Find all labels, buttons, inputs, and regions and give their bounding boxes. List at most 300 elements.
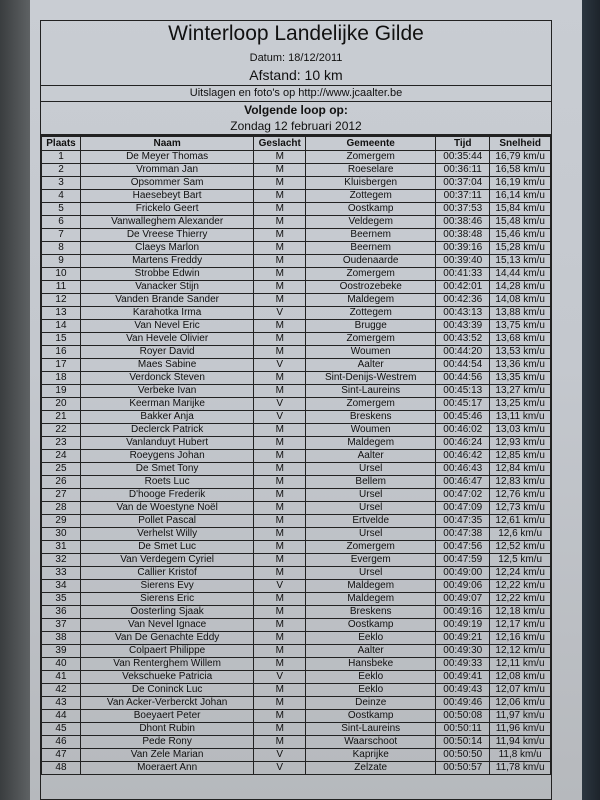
cell-plaats: 48 (42, 762, 81, 775)
cell-snelheid: 12,84 km/u (490, 463, 551, 476)
table-row (42, 229, 551, 242)
table-row (42, 645, 551, 658)
table-row (42, 580, 551, 593)
cell-naam: Dhont Rubin (80, 723, 253, 736)
cell-tijd: 00:39:16 (436, 242, 490, 255)
cell-naam: Vekschueke Patricia (80, 671, 253, 684)
cell-gemeente: Deinze (306, 697, 436, 710)
cell-plaats: 41 (42, 671, 81, 684)
cell-tijd: 00:47:56 (436, 541, 490, 554)
cell-naam: Callier Kristof (80, 567, 253, 580)
cell-geslacht: M (254, 190, 306, 203)
table-row (42, 242, 551, 255)
cell-naam: Royer David (80, 346, 253, 359)
cell-geslacht: M (254, 567, 306, 580)
cell-geslacht: M (254, 463, 306, 476)
cell-tijd: 00:35:44 (436, 151, 490, 164)
cell-gemeente: Ursel (306, 489, 436, 502)
cell-snelheid: 12,85 km/u (490, 450, 551, 463)
race-distance: Afstand: 10 km (41, 66, 551, 86)
cell-plaats: 17 (42, 359, 81, 372)
cell-tijd: 00:50:08 (436, 710, 490, 723)
cell-snelheid: 13,27 km/u (490, 385, 551, 398)
cell-geslacht: V (254, 671, 306, 684)
results-document (40, 20, 552, 800)
cell-plaats: 26 (42, 476, 81, 489)
cell-gemeente: Sint-Denijs-Westrem (306, 372, 436, 385)
cell-plaats: 44 (42, 710, 81, 723)
cell-snelheid: 12,08 km/u (490, 671, 551, 684)
cell-gemeente: Maldegem (306, 294, 436, 307)
cell-geslacht: M (254, 645, 306, 658)
table-row (42, 307, 551, 320)
cell-plaats: 10 (42, 268, 81, 281)
cell-gemeente: Woumen (306, 346, 436, 359)
table-row (42, 593, 551, 606)
cell-gemeente: Oostrozebeke (306, 281, 436, 294)
cell-naam: Vanwalleghem Alexander (80, 216, 253, 229)
cell-plaats: 5 (42, 203, 81, 216)
cell-naam: Vromman Jan (80, 164, 253, 177)
table-row (42, 385, 551, 398)
cell-naam: Verbeke Ivan (80, 385, 253, 398)
cell-tijd: 00:49:21 (436, 632, 490, 645)
cell-naam: Strobbe Edwin (80, 268, 253, 281)
table-row (42, 437, 551, 450)
cell-naam: Haesebeyt Bart (80, 190, 253, 203)
cell-geslacht: M (254, 476, 306, 489)
table-row (42, 723, 551, 736)
cell-snelheid: 12,93 km/u (490, 437, 551, 450)
cell-naam: Van Acker-Verberckt Johan (80, 697, 253, 710)
cell-tijd: 00:43:52 (436, 333, 490, 346)
cell-naam: Van Hevele Olivier (80, 333, 253, 346)
cell-plaats: 12 (42, 294, 81, 307)
cell-naam: Sierens Evy (80, 580, 253, 593)
table-row (42, 398, 551, 411)
cell-gemeente: Beernem (306, 229, 436, 242)
cell-naam: Martens Freddy (80, 255, 253, 268)
cell-gemeente: Zomergem (306, 541, 436, 554)
cell-geslacht: M (254, 710, 306, 723)
cell-snelheid: 13,03 km/u (490, 424, 551, 437)
table-row (42, 476, 551, 489)
cell-gemeente: Aalter (306, 359, 436, 372)
table-row (42, 684, 551, 697)
cell-snelheid: 12,52 km/u (490, 541, 551, 554)
cell-geslacht: M (254, 203, 306, 216)
table-row (42, 567, 551, 580)
cell-tijd: 00:42:36 (436, 294, 490, 307)
table-header-row (42, 137, 551, 151)
cell-snelheid: 15,13 km/u (490, 255, 551, 268)
cell-gemeente: Oostkamp (306, 203, 436, 216)
cell-naam: Pede Rony (80, 736, 253, 749)
cell-snelheid: 13,88 km/u (490, 307, 551, 320)
cell-naam: Pollet Pascal (80, 515, 253, 528)
cell-snelheid: 11,97 km/u (490, 710, 551, 723)
cell-naam: De Smet Tony (80, 463, 253, 476)
cell-gemeente: Oudenaarde (306, 255, 436, 268)
cell-tijd: 00:45:17 (436, 398, 490, 411)
column-header-snelheid: Snelheid (490, 137, 551, 151)
cell-naam: Boeyaert Peter (80, 710, 253, 723)
cell-tijd: 00:45:13 (436, 385, 490, 398)
cell-geslacht: V (254, 411, 306, 424)
cell-gemeente: Breskens (306, 606, 436, 619)
cell-snelheid: 13,75 km/u (490, 320, 551, 333)
cell-geslacht: M (254, 281, 306, 294)
cell-tijd: 00:49:16 (436, 606, 490, 619)
cell-gemeente: Oostkamp (306, 710, 436, 723)
cell-geslacht: M (254, 242, 306, 255)
cell-geslacht: M (254, 151, 306, 164)
cell-gemeente: Zomergem (306, 333, 436, 346)
cell-snelheid: 13,25 km/u (490, 398, 551, 411)
cell-gemeente: Aalter (306, 450, 436, 463)
table-row (42, 372, 551, 385)
cell-tijd: 00:49:06 (436, 580, 490, 593)
cell-tijd: 00:50:50 (436, 749, 490, 762)
cell-gemeente: Breskens (306, 411, 436, 424)
cell-plaats: 33 (42, 567, 81, 580)
cell-naam: Van Nevel Eric (80, 320, 253, 333)
cell-snelheid: 13,35 km/u (490, 372, 551, 385)
cell-naam: Van de Woestyne Noël (80, 502, 253, 515)
cell-tijd: 00:50:14 (436, 736, 490, 749)
cell-geslacht: M (254, 684, 306, 697)
table-row (42, 294, 551, 307)
cell-gemeente: Zelzate (306, 762, 436, 775)
cell-geslacht: M (254, 736, 306, 749)
cell-snelheid: 12,6 km/u (490, 528, 551, 541)
cell-gemeente: Eeklo (306, 632, 436, 645)
cell-snelheid: 16,58 km/u (490, 164, 551, 177)
table-row (42, 463, 551, 476)
cell-tijd: 00:41:33 (436, 268, 490, 281)
cell-plaats: 40 (42, 658, 81, 671)
cell-gemeente: Zomergem (306, 151, 436, 164)
cell-plaats: 8 (42, 242, 81, 255)
cell-geslacht: M (254, 437, 306, 450)
cell-snelheid: 16,79 km/u (490, 151, 551, 164)
cell-naam: Van Verdegem Cyriel (80, 554, 253, 567)
cell-plaats: 14 (42, 320, 81, 333)
cell-gemeente: Ursel (306, 463, 436, 476)
cell-plaats: 23 (42, 437, 81, 450)
cell-plaats: 24 (42, 450, 81, 463)
cell-gemeente: Woumen (306, 424, 436, 437)
cell-plaats: 47 (42, 749, 81, 762)
cell-gemeente: Maldegem (306, 580, 436, 593)
cell-geslacht: V (254, 307, 306, 320)
cell-snelheid: 15,28 km/u (490, 242, 551, 255)
cell-snelheid: 12,22 km/u (490, 593, 551, 606)
cell-plaats: 11 (42, 281, 81, 294)
table-row (42, 411, 551, 424)
cell-tijd: 00:49:43 (436, 684, 490, 697)
cell-gemeente: Maldegem (306, 437, 436, 450)
table-row (42, 346, 551, 359)
table-row (42, 281, 551, 294)
cell-snelheid: 14,28 km/u (490, 281, 551, 294)
cell-snelheid: 12,83 km/u (490, 476, 551, 489)
cell-gemeente: Zomergem (306, 268, 436, 281)
cell-gemeente: Kaprijke (306, 749, 436, 762)
cell-geslacht: V (254, 749, 306, 762)
cell-plaats: 6 (42, 216, 81, 229)
cell-plaats: 37 (42, 619, 81, 632)
cell-gemeente: Ursel (306, 567, 436, 580)
cell-geslacht: M (254, 697, 306, 710)
cell-geslacht: V (254, 398, 306, 411)
cell-geslacht: M (254, 320, 306, 333)
cell-snelheid: 13,68 km/u (490, 333, 551, 346)
table-row (42, 710, 551, 723)
cell-tijd: 00:46:43 (436, 463, 490, 476)
cell-plaats: 21 (42, 411, 81, 424)
cell-plaats: 29 (42, 515, 81, 528)
document-header (41, 21, 551, 136)
cell-gemeente: Eeklo (306, 684, 436, 697)
cell-snelheid: 13,53 km/u (490, 346, 551, 359)
results-link-text: Uitslagen en foto's op http://www.jcaalter.be (41, 86, 551, 102)
cell-naam: Van Nevel Ignace (80, 619, 253, 632)
cell-plaats: 39 (42, 645, 81, 658)
table-row (42, 671, 551, 684)
cell-gemeente: Zottegem (306, 307, 436, 320)
cell-tijd: 00:49:33 (436, 658, 490, 671)
cell-gemeente: Ursel (306, 528, 436, 541)
cell-gemeente: Sint-Laureins (306, 385, 436, 398)
cell-tijd: 00:45:46 (436, 411, 490, 424)
cell-naam: Karahotka Irma (80, 307, 253, 320)
cell-tijd: 00:46:02 (436, 424, 490, 437)
cell-tijd: 00:49:30 (436, 645, 490, 658)
cell-gemeente: Brugge (306, 320, 436, 333)
cell-geslacht: V (254, 580, 306, 593)
cell-geslacht: M (254, 346, 306, 359)
cell-geslacht: M (254, 177, 306, 190)
cell-plaats: 43 (42, 697, 81, 710)
cell-plaats: 46 (42, 736, 81, 749)
cell-tijd: 00:49:07 (436, 593, 490, 606)
cell-plaats: 35 (42, 593, 81, 606)
cell-plaats: 15 (42, 333, 81, 346)
table-row (42, 749, 551, 762)
cell-naam: Sierens Eric (80, 593, 253, 606)
cell-plaats: 4 (42, 190, 81, 203)
cell-plaats: 13 (42, 307, 81, 320)
cell-gemeente: Zomergem (306, 398, 436, 411)
cell-geslacht: V (254, 359, 306, 372)
table-row (42, 333, 551, 346)
race-date: Datum: 18/12/2011 (249, 52, 343, 64)
cell-snelheid: 13,11 km/u (490, 411, 551, 424)
table-row (42, 216, 551, 229)
table-row (42, 268, 551, 281)
cell-snelheid: 12,76 km/u (490, 489, 551, 502)
cell-geslacht: M (254, 268, 306, 281)
cell-gemeente: Evergem (306, 554, 436, 567)
cell-gemeente: Veldegem (306, 216, 436, 229)
cell-plaats: 16 (42, 346, 81, 359)
cell-snelheid: 12,18 km/u (490, 606, 551, 619)
cell-plaats: 19 (42, 385, 81, 398)
results-table (41, 136, 551, 775)
cell-naam: Van De Genachte Eddy (80, 632, 253, 645)
next-race-label: Volgende loop op: (244, 103, 348, 117)
cell-geslacht: M (254, 593, 306, 606)
cell-naam: Opsommer Sam (80, 177, 253, 190)
cell-gemeente: Eeklo (306, 671, 436, 684)
cell-snelheid: 14,08 km/u (490, 294, 551, 307)
cell-naam: Maes Sabine (80, 359, 253, 372)
column-header-tijd: Tijd (436, 137, 490, 151)
cell-snelheid: 12,73 km/u (490, 502, 551, 515)
cell-naam: Bakker Anja (80, 411, 253, 424)
cell-plaats: 28 (42, 502, 81, 515)
cell-geslacht: M (254, 255, 306, 268)
cell-tijd: 00:47:02 (436, 489, 490, 502)
table-row (42, 255, 551, 268)
cell-tijd: 00:36:11 (436, 164, 490, 177)
cell-geslacht: M (254, 619, 306, 632)
cell-gemeente: Maldegem (306, 593, 436, 606)
cell-snelheid: 12,22 km/u (490, 580, 551, 593)
cell-naam: De Meyer Thomas (80, 151, 253, 164)
cell-plaats: 1 (42, 151, 81, 164)
column-header-naam: Naam (80, 137, 253, 151)
cell-tijd: 00:38:46 (436, 216, 490, 229)
cell-snelheid: 12,17 km/u (490, 619, 551, 632)
cell-snelheid: 14,44 km/u (490, 268, 551, 281)
cell-plaats: 45 (42, 723, 81, 736)
results-table-body (42, 151, 551, 775)
cell-snelheid: 15,46 km/u (490, 229, 551, 242)
cell-geslacht: M (254, 385, 306, 398)
cell-plaats: 7 (42, 229, 81, 242)
cell-snelheid: 12,11 km/u (490, 658, 551, 671)
cell-plaats: 9 (42, 255, 81, 268)
cell-tijd: 00:46:24 (436, 437, 490, 450)
cell-gemeente: Hansbeke (306, 658, 436, 671)
cell-snelheid: 12,16 km/u (490, 632, 551, 645)
cell-tijd: 00:43:39 (436, 320, 490, 333)
cell-plaats: 38 (42, 632, 81, 645)
cell-plaats: 31 (42, 541, 81, 554)
cell-tijd: 00:42:01 (436, 281, 490, 294)
cell-naam: De Vreese Thierry (80, 229, 253, 242)
cell-snelheid: 12,61 km/u (490, 515, 551, 528)
cell-naam: Vanacker Stijn (80, 281, 253, 294)
cell-tijd: 00:50:57 (436, 762, 490, 775)
cell-plaats: 30 (42, 528, 81, 541)
cell-tijd: 00:49:19 (436, 619, 490, 632)
cell-naam: D'hooge Frederik (80, 489, 253, 502)
table-row (42, 190, 551, 203)
cell-naam: Declerck Patrick (80, 424, 253, 437)
cell-geslacht: M (254, 216, 306, 229)
table-row (42, 424, 551, 437)
cell-tijd: 00:49:41 (436, 671, 490, 684)
cell-gemeente: Roeselare (306, 164, 436, 177)
table-row (42, 736, 551, 749)
cell-plaats: 18 (42, 372, 81, 385)
table-row (42, 606, 551, 619)
cell-plaats: 3 (42, 177, 81, 190)
cell-gemeente: Waarschoot (306, 736, 436, 749)
cell-snelheid: 11,8 km/u (490, 749, 551, 762)
cell-naam: Verhelst Willy (80, 528, 253, 541)
cell-tijd: 00:37:11 (436, 190, 490, 203)
table-row (42, 554, 551, 567)
cell-plaats: 32 (42, 554, 81, 567)
cell-plaats: 25 (42, 463, 81, 476)
cell-naam: Vanlanduyt Hubert (80, 437, 253, 450)
cell-snelheid: 12,24 km/u (490, 567, 551, 580)
column-header-geslacht: Geslacht (254, 137, 306, 151)
cell-geslacht: M (254, 632, 306, 645)
cell-naam: Moeraert Ann (80, 762, 253, 775)
cell-gemeente: Aalter (306, 645, 436, 658)
cell-tijd: 00:37:53 (436, 203, 490, 216)
cell-geslacht: M (254, 333, 306, 346)
cell-gemeente: Sint-Laureins (306, 723, 436, 736)
cell-snelheid: 11,78 km/u (490, 762, 551, 775)
cell-geslacht: M (254, 658, 306, 671)
cell-plaats: 42 (42, 684, 81, 697)
cell-gemeente: Zottegem (306, 190, 436, 203)
cell-plaats: 36 (42, 606, 81, 619)
cell-tijd: 00:47:09 (436, 502, 490, 515)
cell-tijd: 00:44:56 (436, 372, 490, 385)
cell-naam: Colpaert Philippe (80, 645, 253, 658)
cell-gemeente: Oostkamp (306, 619, 436, 632)
cell-naam: Claeys Marlon (80, 242, 253, 255)
table-row (42, 489, 551, 502)
cell-tijd: 00:49:46 (436, 697, 490, 710)
cell-geslacht: M (254, 489, 306, 502)
cell-geslacht: M (254, 164, 306, 177)
cell-snelheid: 12,12 km/u (490, 645, 551, 658)
cell-tijd: 00:39:40 (436, 255, 490, 268)
cell-gemeente: Bellem (306, 476, 436, 489)
cell-naam: Van Zele Marian (80, 749, 253, 762)
cell-snelheid: 12,07 km/u (490, 684, 551, 697)
cell-snelheid: 16,14 km/u (490, 190, 551, 203)
document-title: Winterloop Landelijke Gilde (168, 22, 424, 45)
cell-tijd: 00:46:47 (436, 476, 490, 489)
cell-tijd: 00:47:35 (436, 515, 490, 528)
cell-tijd: 00:43:13 (436, 307, 490, 320)
cell-tijd: 00:47:59 (436, 554, 490, 567)
cell-snelheid: 11,96 km/u (490, 723, 551, 736)
cell-tijd: 00:46:42 (436, 450, 490, 463)
table-row (42, 359, 551, 372)
table-row (42, 515, 551, 528)
table-row (42, 762, 551, 775)
cell-geslacht: M (254, 502, 306, 515)
cell-geslacht: M (254, 606, 306, 619)
cell-geslacht: M (254, 229, 306, 242)
cell-geslacht: M (254, 450, 306, 463)
cell-naam: De Smet Luc (80, 541, 253, 554)
cell-plaats: 22 (42, 424, 81, 437)
cell-geslacht: M (254, 554, 306, 567)
cell-naam: Frickelo Geert (80, 203, 253, 216)
table-row (42, 177, 551, 190)
